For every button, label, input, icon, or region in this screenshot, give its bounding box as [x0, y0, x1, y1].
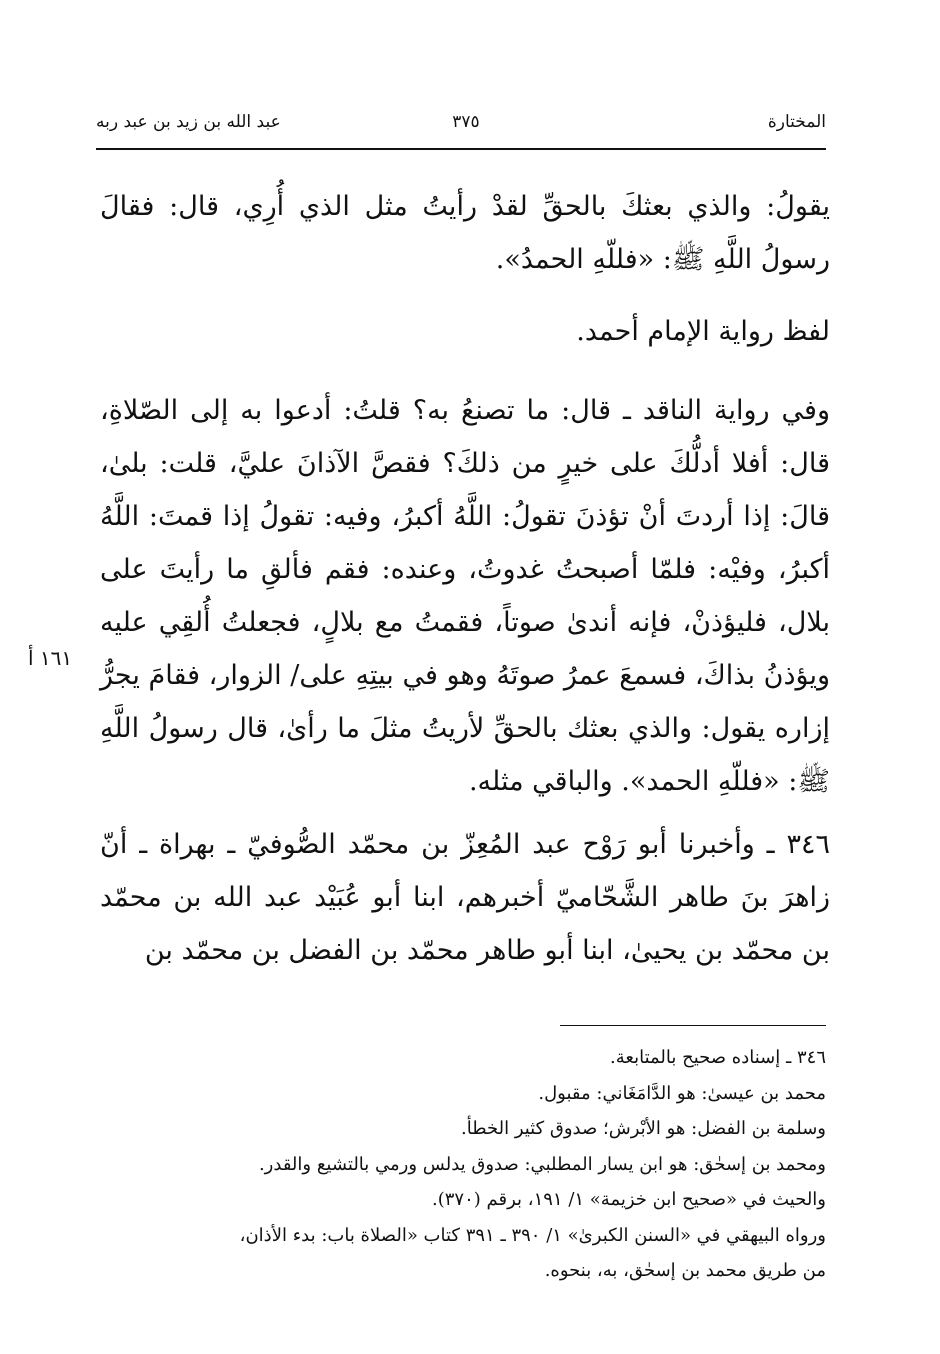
footnote-line: ومحمد بن إسحٰق: هو ابن يسار المطلبي: صدوق يدلس ورمي بالتشيع والقدر.	[258, 1153, 826, 1175]
header-book-title: المختارة	[767, 112, 826, 132]
footnote-line: ٣٤٦ ـ إسناده صحيح بالمتابعة.	[610, 1047, 826, 1068]
footnote-line: وسلمة بن الفضل: هو الأبْرش؛ صدوق كثير الخطأ.	[461, 1118, 826, 1139]
manuscript-folio-note: ١٦١ أ	[28, 646, 73, 670]
body-paragraph-4: ٣٤٦ ـ وأخبرنا أبو رَوْح عبد المُعِزّ بن محمّد الصُّوفيّ ـ بهراة ـ أنّ زاهرَ بنَ طاهر الشَّحّاميّ أخبرهم، ابنا أبو عُبَيْد عبد الله بن محمّد بن محمّد بن يحيىٰ، ابنا أبو طاهر محمّد بن الفضل بن محمّد بن	[100, 829, 830, 966]
header-page-number: ٣٧٥	[452, 112, 480, 132]
footnote-line: ورواه البيهقي في «السنن الكبرىٰ» ١/ ٣٩٠ ـ ٣٩١ كتاب «الصلاة باب: بدء الأذان،	[239, 1224, 826, 1246]
body-paragraph-3: وفي رواية الناقد ـ قال: ما تصنعُ به؟ قلتُ: أدعوا به إلى الصّلاةِ، قال: أفلا أدلُّكَ على خيرٍ من ذلكَ؟ فقصَّ الآذانَ عليَّ، قلت: بلىٰ، قالَ: إذا أردتَ أنْ تؤذنَ تقولُ: اللَّهُ أكبرُ، وفيه: تقولُ إذا قمتَ: اللَّهُ أكبرُ، وفيْه: فلمّا أصبحتُ غدوتُ، وعنده: فقم فألقِ ما رأيتَ على بلال، فليؤذنْ، فإنه أندىٰ صوتاً، فقمتُ مع بلالٍ، فجعلتُ أُلقِي عليه ويؤذنُ بذاكَ، فسمعَ عمرُ صوتَهُ وهو في بيتِهِ على/ الزوار، فقامَ يجرُّ إزاره يقول: والذي بعثك بالحقِّ لأريتُ مثلَ ما رأىٰ، قال رسولُ اللَّهِ ﷺ: «فللّهِ الحمد». والباقي مثله.	[100, 395, 830, 797]
running-header	[96, 112, 826, 142]
header-rule	[96, 148, 826, 150]
footnotes	[100, 1040, 826, 1289]
footnote-line: محمد بن عيسىٰ: هو الدَّامَغَاني: مقبول.	[538, 1082, 826, 1104]
footnote-rule	[560, 1025, 826, 1026]
body-paragraph-2: لفظ رواية الإمام أحمد.	[576, 316, 830, 347]
header-section-title: عبد الله بن زيد بن عبد ربه	[96, 112, 281, 132]
footnote-line: من طريق محمد بن إسحٰق، به، بنحوه.	[544, 1260, 826, 1281]
footnote-line: والحيث في «صحيح ابن خزيمة» ١/ ١٩١، برقم (٣٧٠).	[432, 1189, 826, 1210]
body-paragraph-1: يقولُ: والذي بعثكَ بالحقِّ لقدْ رأيتُ مثل الذي أُرِي، قال: فقالَ رسولُ اللَّهِ ﷺ: «فللّهِ الحمدُ».	[100, 191, 830, 275]
